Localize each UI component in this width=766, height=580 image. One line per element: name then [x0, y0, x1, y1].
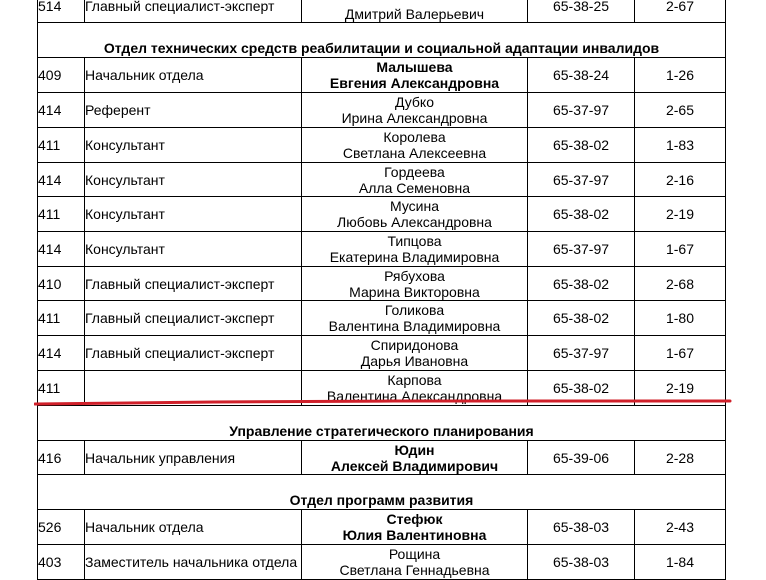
phone-cell: 65-37-97: [528, 93, 635, 128]
room-number-cell: 416: [38, 441, 85, 475]
phone-cell: 65-38-02: [528, 197, 635, 232]
employee-name-line: Любовь Александровна: [337, 214, 492, 230]
table-row: [38, 301, 726, 336]
phone-cell: 65-38-02: [528, 267, 635, 301]
table-row: [38, 128, 726, 163]
extension-cell: 2-68: [635, 267, 726, 301]
employee-name-line: Дубко: [394, 94, 435, 110]
extension-cell: 2-65: [635, 93, 726, 128]
position-cell: Главный специалист-эксперт: [85, 336, 302, 371]
position-cell: Начальник управления: [85, 441, 302, 475]
room-number-cell: 414: [38, 232, 85, 267]
table-row: [38, 0, 726, 23]
employee-name-line: Королева: [383, 129, 446, 145]
table-row: [38, 441, 726, 475]
table-row: [38, 93, 726, 128]
room-number-cell: 414: [38, 93, 85, 128]
employee-name-line: Дмитрий Валерьевич: [344, 5, 485, 22]
table-row: [38, 336, 726, 371]
employee-name-cell: [302, 93, 528, 128]
extension-cell: 1-83: [635, 128, 726, 163]
employee-name-cell: [302, 128, 528, 163]
employee-name-cell: [302, 510, 528, 545]
department-title: Отдел программ развития: [38, 475, 726, 510]
employee-name-line: Валентина Александровна: [326, 388, 503, 404]
phone-cell: 65-37-97: [528, 163, 635, 197]
room-number-cell: 514: [38, 0, 85, 23]
table-row: [38, 371, 726, 406]
extension-cell: 2-19: [635, 197, 726, 232]
employee-name-line: Типцова: [387, 233, 442, 249]
employee-name-line: Гордеева: [384, 163, 445, 180]
position-cell: Референт: [85, 93, 302, 128]
staff-directory-page: [37, 0, 725, 580]
employee-name-cell: [302, 267, 528, 301]
phone-cell: 65-38-24: [528, 58, 635, 93]
position-cell: Главный специалист-эксперт: [85, 0, 302, 23]
phone-cell: 65-38-02: [528, 371, 635, 406]
employee-name-cell: [302, 545, 528, 580]
employee-name-cell: [302, 58, 528, 93]
employee-name-cell: [302, 441, 528, 475]
department-title: Управление стратегического планирования: [38, 406, 726, 441]
position-cell: Консультант: [85, 163, 302, 197]
employee-name-line: Алла Семеновна: [358, 179, 471, 196]
phone-cell: 65-37-97: [528, 336, 635, 371]
phone-cell: 65-38-25: [528, 0, 635, 23]
table-row: [38, 58, 726, 93]
position-cell: Консультант: [85, 232, 302, 267]
phone-cell: 65-39-06: [528, 441, 635, 475]
department-title: Отдел технических средств реабилитации и социальной адаптации инвалидов: [38, 23, 726, 58]
extension-cell: 1-84: [635, 545, 726, 580]
phone-cell: 65-38-02: [528, 301, 635, 336]
table-row: [38, 163, 726, 197]
employee-name-line: Светлана Алексеевна: [342, 145, 487, 161]
employee-name-line: Юдин: [394, 441, 435, 458]
employee-name-cell: [302, 232, 528, 267]
room-number-cell: 411: [38, 197, 85, 232]
employee-name-cell: [302, 163, 528, 197]
position-cell: Заместитель начальника отдела: [85, 545, 302, 580]
position-cell: Начальник отдела: [85, 510, 302, 545]
position-cell: Главный специалист-эксперт: [85, 267, 302, 301]
position-cell: [85, 371, 302, 406]
employee-name-line: Алексей Владимирович: [330, 457, 499, 474]
extension-cell: 2-43: [635, 510, 726, 545]
table-body: [38, 0, 726, 580]
room-number-cell: 414: [38, 336, 85, 371]
position-cell: Главный специалист-эксперт: [85, 301, 302, 336]
employee-name-line: Дарья Ивановна: [360, 353, 469, 369]
department-header-row: [38, 475, 726, 510]
table-row: [38, 267, 726, 301]
employee-name-line: Спиридонова: [370, 337, 459, 353]
room-number-cell: 411: [38, 128, 85, 163]
employee-name-line: Мусина: [390, 198, 439, 214]
table-row: [38, 197, 726, 232]
employee-name-line: Ирина Александровна: [341, 110, 488, 126]
extension-cell: 2-16: [635, 163, 726, 197]
staff-directory-table: [37, 0, 726, 580]
position-cell: Консультант: [85, 128, 302, 163]
extension-cell: 1-80: [635, 301, 726, 336]
phone-cell: 65-38-03: [528, 510, 635, 545]
extension-cell: 2-28: [635, 441, 726, 475]
department-header-row: [38, 406, 726, 441]
employee-name-line: Марина Викторовна: [349, 283, 480, 300]
extension-cell: 2-19: [635, 371, 726, 406]
employee-name-line: Екатерина Владимировна: [329, 249, 500, 265]
table-row: [38, 545, 726, 580]
employee-name-cell: [302, 0, 528, 23]
position-cell: Начальник отдела: [85, 58, 302, 93]
room-number-cell: 411: [38, 371, 85, 406]
room-number-cell: 526: [38, 510, 85, 545]
employee-name-line: Евгения Александровна: [329, 75, 500, 91]
employee-name-line: Рощина: [388, 546, 441, 562]
employee-name-line: Малышева: [376, 59, 453, 75]
extension-cell: 1-67: [635, 232, 726, 267]
employee-name-line: Юлия Валентиновна: [342, 527, 487, 543]
table-row: [38, 232, 726, 267]
room-number-cell: 410: [38, 267, 85, 301]
phone-cell: 65-38-03: [528, 545, 635, 580]
employee-name-cell: [302, 336, 528, 371]
table-row: [38, 510, 726, 545]
employee-name-line: Стефюк: [386, 511, 443, 527]
employee-name-line: Голикова: [384, 302, 445, 318]
employee-name-line: Светлана Геннадьевна: [339, 562, 490, 578]
employee-name-line: Рябухова: [384, 267, 445, 284]
room-number-cell: 409: [38, 58, 85, 93]
employee-name-cell: [302, 197, 528, 232]
employee-name-line: Валентина Владимировна: [328, 318, 501, 334]
room-number-cell: 403: [38, 545, 85, 580]
extension-cell: 1-67: [635, 336, 726, 371]
employee-name-cell: [302, 301, 528, 336]
employee-name-cell: [302, 371, 528, 406]
extension-cell: 2-67: [635, 0, 726, 23]
position-cell: Консультант: [85, 197, 302, 232]
employee-name-line: Карпова: [387, 372, 442, 388]
extension-cell: 1-26: [635, 58, 726, 93]
department-header-row: [38, 23, 726, 58]
phone-cell: 65-37-97: [528, 232, 635, 267]
room-number-cell: 414: [38, 163, 85, 197]
room-number-cell: 411: [38, 301, 85, 336]
phone-cell: 65-38-02: [528, 128, 635, 163]
